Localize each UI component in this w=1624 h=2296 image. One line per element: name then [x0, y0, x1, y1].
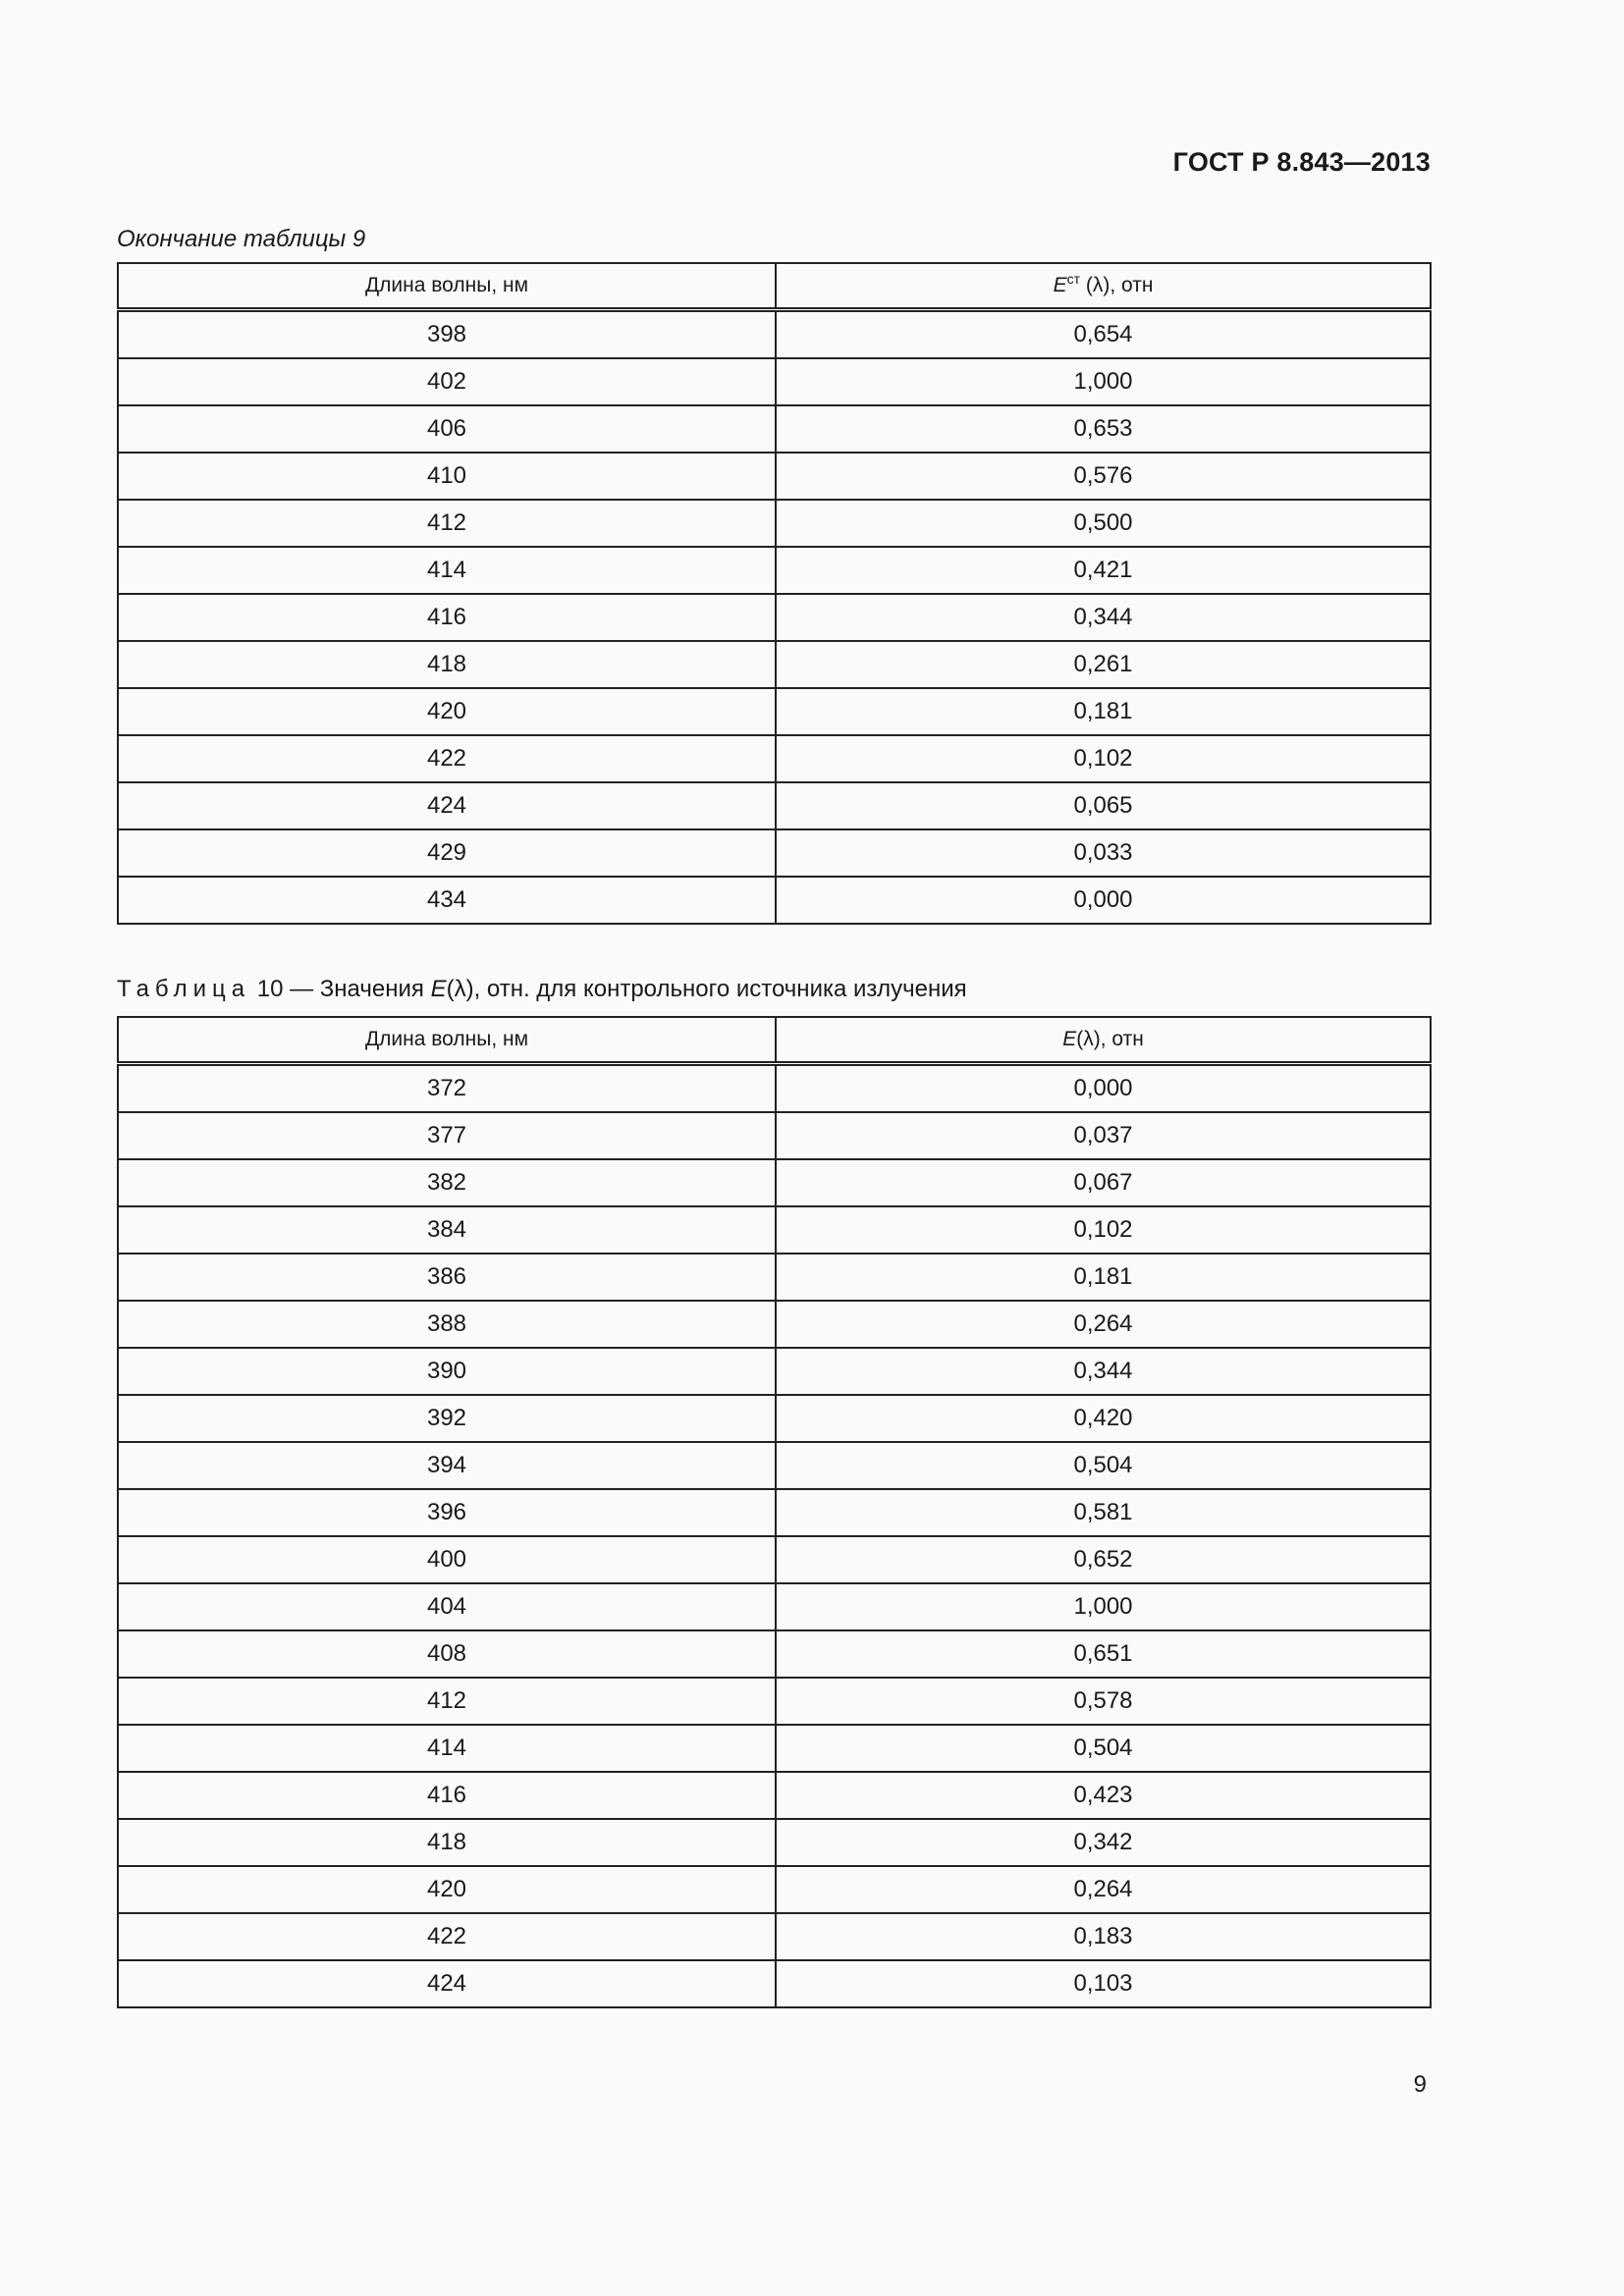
table-row	[118, 829, 1431, 877]
table-row	[118, 310, 1431, 359]
cell-wavelength: 424	[118, 782, 776, 829]
cell-wavelength: 418	[118, 641, 776, 688]
table9-caption: Окончание таблицы 9	[117, 226, 366, 252]
cell-value: 0,000	[776, 877, 1431, 924]
cell-value: 0,653	[776, 405, 1431, 453]
cell-value: 0,181	[776, 688, 1431, 735]
cell-value: 0,102	[776, 735, 1431, 782]
symbol-e: E	[1053, 274, 1067, 296]
cell-value: 0,103	[776, 1960, 1431, 2007]
column-header-value	[776, 263, 1431, 310]
cell-value: 0,504	[776, 1725, 1431, 1772]
cell-wavelength: 408	[118, 1630, 776, 1678]
cell-wavelength: 422	[118, 1913, 776, 1960]
cell-wavelength: 377	[118, 1112, 776, 1159]
table-row	[118, 358, 1431, 405]
cell-wavelength: 414	[118, 1725, 776, 1772]
table-row	[118, 1064, 1431, 1113]
cell-value: 0,651	[776, 1630, 1431, 1678]
cell-value: 0,344	[776, 594, 1431, 641]
cell-wavelength: 392	[118, 1395, 776, 1442]
table-row	[118, 1489, 1431, 1536]
cell-wavelength: 416	[118, 594, 776, 641]
table-row	[118, 877, 1431, 924]
cell-value: 0,264	[776, 1301, 1431, 1348]
table-row	[118, 688, 1431, 735]
cell-value: 0,067	[776, 1159, 1431, 1206]
cell-wavelength: 372	[118, 1064, 776, 1113]
cell-value: 0,578	[776, 1678, 1431, 1725]
table-row	[118, 547, 1431, 594]
cell-wavelength: 412	[118, 500, 776, 547]
cell-wavelength: 410	[118, 453, 776, 500]
cell-value: 0,183	[776, 1913, 1431, 1960]
cell-wavelength: 390	[118, 1348, 776, 1395]
table-row	[118, 1159, 1431, 1206]
cell-wavelength: 429	[118, 829, 776, 877]
cell-wavelength: 412	[118, 1678, 776, 1725]
table10-caption	[117, 976, 967, 1003]
table-row	[118, 735, 1431, 782]
table-row	[118, 1395, 1431, 1442]
table-row	[118, 1725, 1431, 1772]
cell-wavelength: 398	[118, 310, 776, 359]
cell-wavelength: 406	[118, 405, 776, 453]
cell-wavelength: 388	[118, 1301, 776, 1348]
cell-wavelength: 394	[118, 1442, 776, 1489]
table-row	[118, 1772, 1431, 1819]
header-unit: (λ), отн	[1080, 274, 1154, 296]
caption-text: (λ), отн. для контрольного источника излучения	[446, 976, 967, 1002]
table-row	[118, 594, 1431, 641]
cell-value: 0,504	[776, 1442, 1431, 1489]
document-code: ГОСТ Р 8.843—2013	[1172, 147, 1431, 177]
cell-value: 0,420	[776, 1395, 1431, 1442]
table-header-row	[118, 1017, 1431, 1064]
cell-wavelength: 418	[118, 1819, 776, 1866]
cell-value: 0,264	[776, 1866, 1431, 1913]
cell-value: 0,261	[776, 641, 1431, 688]
cell-value: 0,344	[776, 1348, 1431, 1395]
table-row	[118, 1536, 1431, 1583]
cell-wavelength: 382	[118, 1159, 776, 1206]
cell-value: 0,576	[776, 453, 1431, 500]
table-row	[118, 1866, 1431, 1913]
table-header-row	[118, 263, 1431, 310]
cell-wavelength: 384	[118, 1206, 776, 1254]
symbol-e: E	[1062, 1028, 1077, 1050]
cell-wavelength: 424	[118, 1960, 776, 2007]
caption-symbol: E	[430, 976, 447, 1002]
cell-wavelength: 420	[118, 688, 776, 735]
table-row	[118, 1960, 1431, 2007]
table-row	[118, 453, 1431, 500]
cell-value: 0,000	[776, 1064, 1431, 1113]
table-row	[118, 1678, 1431, 1725]
cell-wavelength: 420	[118, 1866, 776, 1913]
table-row	[118, 1819, 1431, 1866]
table-row	[118, 641, 1431, 688]
cell-value: 0,581	[776, 1489, 1431, 1536]
cell-value: 0,102	[776, 1206, 1431, 1254]
cell-wavelength: 434	[118, 877, 776, 924]
table-row	[118, 405, 1431, 453]
table-row	[118, 1630, 1431, 1678]
cell-value: 0,421	[776, 547, 1431, 594]
cell-wavelength: 416	[118, 1772, 776, 1819]
cell-wavelength: 396	[118, 1489, 776, 1536]
table-10	[117, 1016, 1432, 2008]
cell-wavelength: 404	[118, 1583, 776, 1630]
cell-wavelength: 400	[118, 1536, 776, 1583]
cell-value: 1,000	[776, 1583, 1431, 1630]
cell-value: 0,033	[776, 829, 1431, 877]
header-unit: (λ), отн	[1076, 1028, 1144, 1050]
table-9	[117, 262, 1432, 925]
superscript: ст	[1066, 271, 1080, 287]
cell-wavelength: 402	[118, 358, 776, 405]
cell-value: 0,065	[776, 782, 1431, 829]
caption-text: 10 — Значения	[250, 976, 431, 1002]
cell-value: 0,654	[776, 310, 1431, 359]
table-row	[118, 1254, 1431, 1301]
table-row	[118, 1442, 1431, 1489]
column-header-wavelength: Длина волны, нм	[118, 263, 776, 310]
table-row	[118, 1301, 1431, 1348]
cell-value: 1,000	[776, 358, 1431, 405]
table-row	[118, 782, 1431, 829]
cell-wavelength: 422	[118, 735, 776, 782]
table-row	[118, 1112, 1431, 1159]
table-row	[118, 500, 1431, 547]
page-number: 9	[1413, 2071, 1427, 2098]
cell-value: 0,652	[776, 1536, 1431, 1583]
caption-label: Таблица	[117, 976, 251, 1002]
cell-value: 0,037	[776, 1112, 1431, 1159]
column-header-value	[776, 1017, 1431, 1064]
table-row	[118, 1583, 1431, 1630]
cell-value: 0,500	[776, 500, 1431, 547]
table-row	[118, 1206, 1431, 1254]
table-row	[118, 1913, 1431, 1960]
cell-value: 0,181	[776, 1254, 1431, 1301]
cell-value: 0,423	[776, 1772, 1431, 1819]
cell-wavelength: 386	[118, 1254, 776, 1301]
cell-wavelength: 414	[118, 547, 776, 594]
column-header-wavelength: Длина волны, нм	[118, 1017, 776, 1064]
cell-value: 0,342	[776, 1819, 1431, 1866]
table-row	[118, 1348, 1431, 1395]
